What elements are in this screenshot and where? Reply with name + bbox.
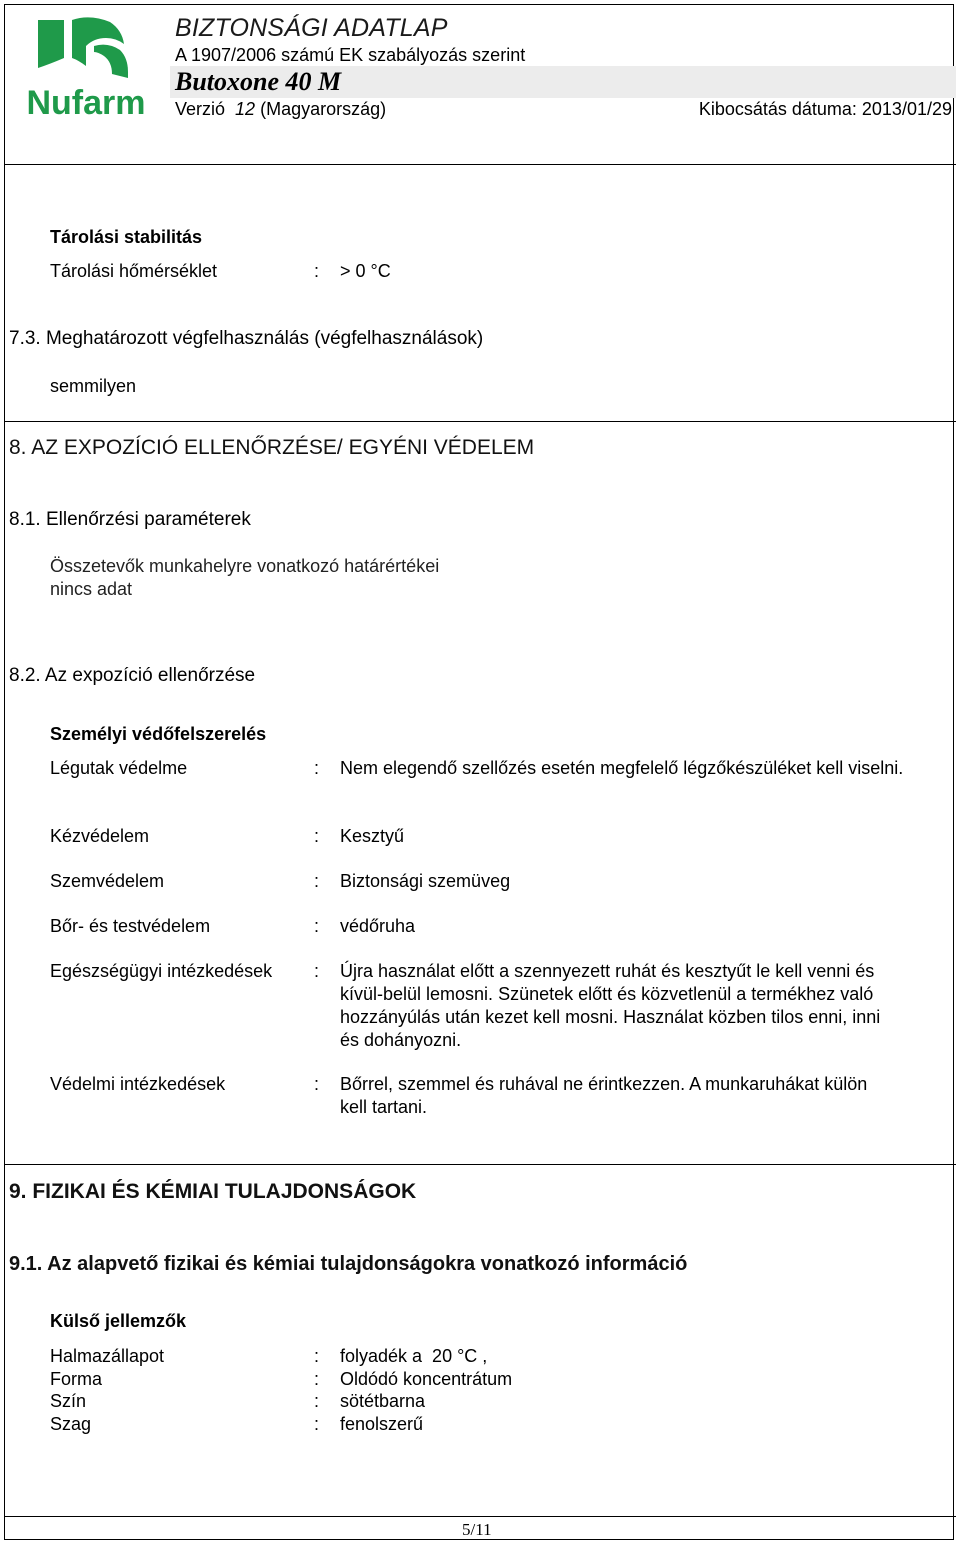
ppe-heading: Személyi védőfelszerelés <box>50 724 267 744</box>
section-8-title: 8. AZ EXPOZÍCIÓ ELLENŐRZÉSE/ EGYÉNI VÉDELEM <box>9 436 535 459</box>
ppe-label: Szemvédelem <box>50 871 165 891</box>
colon: : <box>314 758 320 778</box>
version-country: (Magyarország) <box>260 99 387 119</box>
ext-heading: Külső jellemzők <box>50 1311 187 1331</box>
colon: : <box>314 1074 320 1094</box>
ppe-label: Védelmi intézkedések <box>50 1074 226 1094</box>
colon: : <box>314 916 320 936</box>
section-7-3-text: semmilyen <box>50 376 137 396</box>
svg-text:Nufarm: Nufarm <box>26 84 146 118</box>
colon: : <box>314 871 320 891</box>
ppe-value: Kesztyű <box>340 826 405 846</box>
section-7-3-title: 7.3. Meghatározott végfelhasználás (végfelhasználások) <box>9 328 484 349</box>
colon: : <box>314 1369 320 1389</box>
footer-divider <box>4 1516 956 1517</box>
storage-temp-value: > 0 °C <box>340 261 391 281</box>
prop-label: Forma <box>50 1369 103 1389</box>
ppe-label: Egészségügyi intézkedések <box>50 961 273 981</box>
prop-label: Szag <box>50 1414 92 1434</box>
colon: : <box>314 826 320 846</box>
ppe-value: védőruha <box>340 916 416 936</box>
storage-temp-label: Tárolási hőmérséklet <box>50 261 218 281</box>
colon: : <box>314 1391 320 1411</box>
section-9-1-title: 9.1. Az alapvető fizikai és kémiai tulajdonságokra vonatkozó információ <box>9 1253 688 1275</box>
product-name: Butoxone 40 M <box>175 67 342 96</box>
prop-value: sötétbarna <box>340 1391 426 1411</box>
section-8-1-title: 8.1. Ellenőrzési paraméterek <box>9 509 251 530</box>
ppe-label: Bőr- és testvédelem <box>50 916 211 936</box>
version-number: 12 <box>235 99 256 119</box>
regulation: A 1907/2006 számú EK szabályozás szerint <box>175 45 526 65</box>
storage-heading: Tárolási stabilitás <box>50 227 203 247</box>
nufarm-logo <box>24 16 148 118</box>
colon: : <box>314 1346 320 1366</box>
ppe-label: Légutak védelme <box>50 758 188 778</box>
prop-value: folyadék a 20 °C , <box>340 1346 488 1366</box>
prop-label: Halmazállapot <box>50 1346 165 1366</box>
section-divider <box>4 1164 956 1165</box>
section-8-1-line2: nincs adat <box>50 579 133 599</box>
colon: : <box>314 1414 320 1434</box>
ppe-value: Újra használat előtt a szennyezett ruhát és kesztyűt le kell venni és kívül-belül lemosni. Szünetek előtt és közvetlenül a termékhez való hozzányúlás után kezet kell mosni. Használat közben tilos enni, inni és dohányozni. <box>340 961 881 1050</box>
colon: : <box>314 961 320 981</box>
colon: : <box>314 261 320 281</box>
ppe-value: Biztonsági szemüveg <box>340 871 511 891</box>
section-9-title: 9. FIZIKAI ÉS KÉMIAI TULAJDONSÁGOK <box>9 1180 417 1203</box>
version <box>175 98 386 120</box>
issue-date: Kibocsátás dátuma: 2013/01/29 <box>698 99 952 119</box>
section-8-2-title: 8.2. Az expozíció ellenőrzése <box>9 665 256 686</box>
ppe-value: Bőrrel, szemmel és ruhával ne érintkezzen. A munkaruhákat külön kell tartani. <box>340 1074 868 1117</box>
page-number: 5/11 <box>462 1520 492 1539</box>
section-8-1-line1: Összetevők munkahelyre vonatkozó határértékei <box>50 556 440 576</box>
ppe-label: Kézvédelem <box>50 826 150 846</box>
prop-label: Szín <box>50 1391 87 1411</box>
version-label: Verzió <box>175 99 226 119</box>
section-divider <box>4 421 956 422</box>
prop-value: Oldódó koncentrátum <box>340 1369 513 1389</box>
ppe-value: Nem elegendő szellőzés esetén megfelelő légzőkészüléket kell viselni. <box>340 758 904 778</box>
header-divider <box>4 164 956 165</box>
doc-title: BIZTONSÁGI ADATLAP <box>175 14 448 42</box>
prop-value: fenolszerű <box>340 1414 424 1434</box>
